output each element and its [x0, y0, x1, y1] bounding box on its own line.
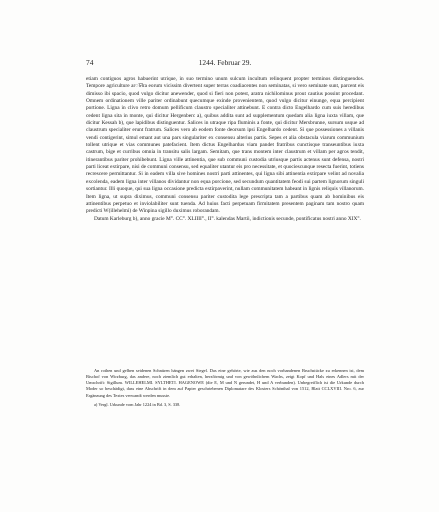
seal-description: An rothen und gelben seidenen Schnüren hängen zwei Siegel. Das eine gehörte, wie aus den noch vorhandenen Bruchstücke zu erkennen ist, dem Bischof von Wirzburg, das andere, noch ziemlich gut erhalten, herzförmig und von gewöhnlichem Wachs, zeigt Kopf und Hals eines Adlers mit der Umschrift: Sigillum. WILLEHELMI. SYLTHETI. HAGENOWE (die E, M und N gerundet, H und A verbunden). Unbegreiflich ist die Urkunde durch Moder so beschädigt, dass eine Abschrift in dem auf Papier geschriebenen Diplomatare des Klosters Schönthal von 1512, Blatt CCLXVIII. Nro. 6, zur Ergänzung des Textes verwandt werden musste.: [86, 368, 364, 398]
charter-body-paragraph: etiam contiguos agros habuerint utrique, in suo termino unum sulcum incultum relinquent propter terminos distinguendos. Tempore agriculture arातra eorum vicissim divertent super terras coadiacentes non seminatas, si vero seminate sunt, parcent eis dimisso ibi spacio, quod vulgo dicitur anewender, quod si fieri non potest, aratra nichilominus prout cautius possint procedant. Omnem ordinationem ville pariter ordinabunt quecumque exinde provenientem, quod vulgo dicitur einunge, equa percipient portione. Ligna in clivo retro domum pellificum claustro specialiter attinebunt. E contra dicto Engelhardo cum suis heredibus cedent ligna sita in monte, qui dicitur Hergenberc a), quibus addita sunt ad supplementum quedam alia ligna iuxta villam, que dicitur Kessah b), que lapidibus distinguentur. Salices in utraque ripa fluminis a fonte, qui dicitur Mersbrunne, sursum usque ad claustrum specialiter erunt fratrum. Salices vero ab eodem fonte deorsum ipsi Engelhardo cedent. Si que possessiones a villanis vendi contigerint, simul emant aut una pars singulariter ex consensu alterius partis. Sepes et alia obstacula viarum communium tollent utrique et vias communes patefacient. Item dictus Engelhardus viam pandet fratribus cunctisque transeuntibus iuxta castrum, bige et curribus omnia in transitu salis largam. Semitam, que trans montem inter claustrum et villam per agros tendit, itinerantibus pariter prohibebunt. Ligna ville attinentia, que sub communi custodia utriusque partis actenus sunt defensa, nostri parti liceat extirpare, nisi de communi consensu, sed equaliter utantur eis pro necessitate, et quociescunque resecta fuerint, totiens recrescere permittantur. Si in eadem villa sive homines nostri parti attinentes, qui ligna sibi attinentia extirpare velint ad novalia excolenda, eadem ligna inter villanos dividantur non equa porcione, sed secundum quantitatem feodi sui partem lignorum singuli sortiantur. Illi quoque, qui sua ligna occasione predicta extirpaverint, nullam communitatem habeant in lignis reliquis villanorum. Item ligna, ut supra diximus, communi consensu pariter custodita lege prescripta tam a partibus quam ab hominibus eis attinentibus perpetuo et inviolabiliter sunt tuenda. Ad huius facti perpetuam firmitatem presentem paginam tam nostro quam predicti W(illehelmi) de Winpina sigillo duximus roborandam.: [86, 76, 364, 215]
footnote-text: a) Vergl. Urkunde vom Jahr 1224 in Bd. 3, S. 338.: [94, 402, 181, 407]
charter-dating-clause: Datum Karleburg b), anno gracie M°. CC°. XLIIII°., II°. kalendas Martii, indictionis secunde, pontificatus nostri anno XIX°.: [94, 215, 361, 222]
charter-text: [86, 76, 364, 223]
running-title: 1244. Februar 29.: [198, 58, 252, 67]
page-header: [86, 57, 364, 69]
editorial-note: [86, 368, 364, 399]
footnote: [86, 402, 364, 408]
page-number: 74: [86, 58, 94, 67]
